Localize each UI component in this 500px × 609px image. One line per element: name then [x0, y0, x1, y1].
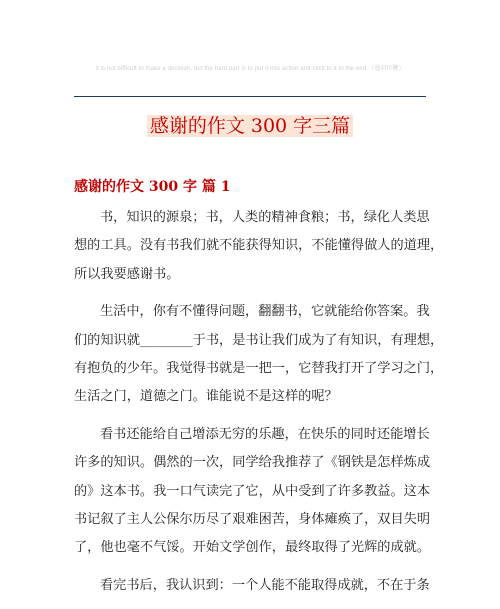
text-line: 想的工具。没有书我们就不能获得知识，不能懂得做人的道理，	[74, 238, 444, 254]
document-title-text: 感谢的作文 300 字三篇	[147, 115, 353, 137]
section-heading: 感谢的作文 300 字 篇 1	[74, 179, 231, 195]
paragraph	[74, 298, 444, 412]
text-line: 生活之门，道德之门。谁能说不是这样的呢？	[74, 389, 338, 405]
article-body	[74, 204, 444, 609]
text-line: 书，知识的源泉；书，人类的精神食粮；书，绿化人类思	[100, 210, 430, 225]
text-line: 所以我要感谢书。	[74, 266, 180, 282]
header-divider	[74, 96, 426, 97]
document-title	[0, 112, 500, 140]
text-line: 看完书后，我认识到：一个人能不能取得成就，不在于条	[100, 577, 430, 593]
paragraph	[74, 204, 444, 289]
text-line: 看书还能给自己增添无穷的乐趣，在快乐的同时还能增长	[100, 426, 430, 442]
text-line: 有抱负的少年。我觉得书就是一把一，它替我打开了学习之门，	[74, 361, 444, 377]
text-line: 的》这本书。我一口气读完了它，从中受到了许多教益。这本	[74, 483, 431, 499]
text-line: 许多的知识。偶然的一次，同学给我推荐了《钢铁是怎样炼成	[74, 455, 431, 471]
header-motto: It is not difficult to make a decision, but the hard part is to put it into action and stick to it to the end.（逸羽可鞭）	[95, 66, 405, 72]
text-line: 书记叙了主人公保尔历尽了艰难困苦，身体瘫痪了，双目失明	[74, 512, 431, 528]
text-line: 了，他也毫不气馁。开始文学创作，最终取得了光辉的成就。	[74, 540, 431, 556]
text-line: 生活中，你有不懂得问题，翻翻书，它就能给你答案。我	[100, 304, 430, 320]
paragraph	[74, 421, 431, 563]
paragraph	[74, 572, 430, 600]
text-line: 们的知识就________于书，是书让我们成为了有知识，有理想，	[74, 332, 444, 348]
